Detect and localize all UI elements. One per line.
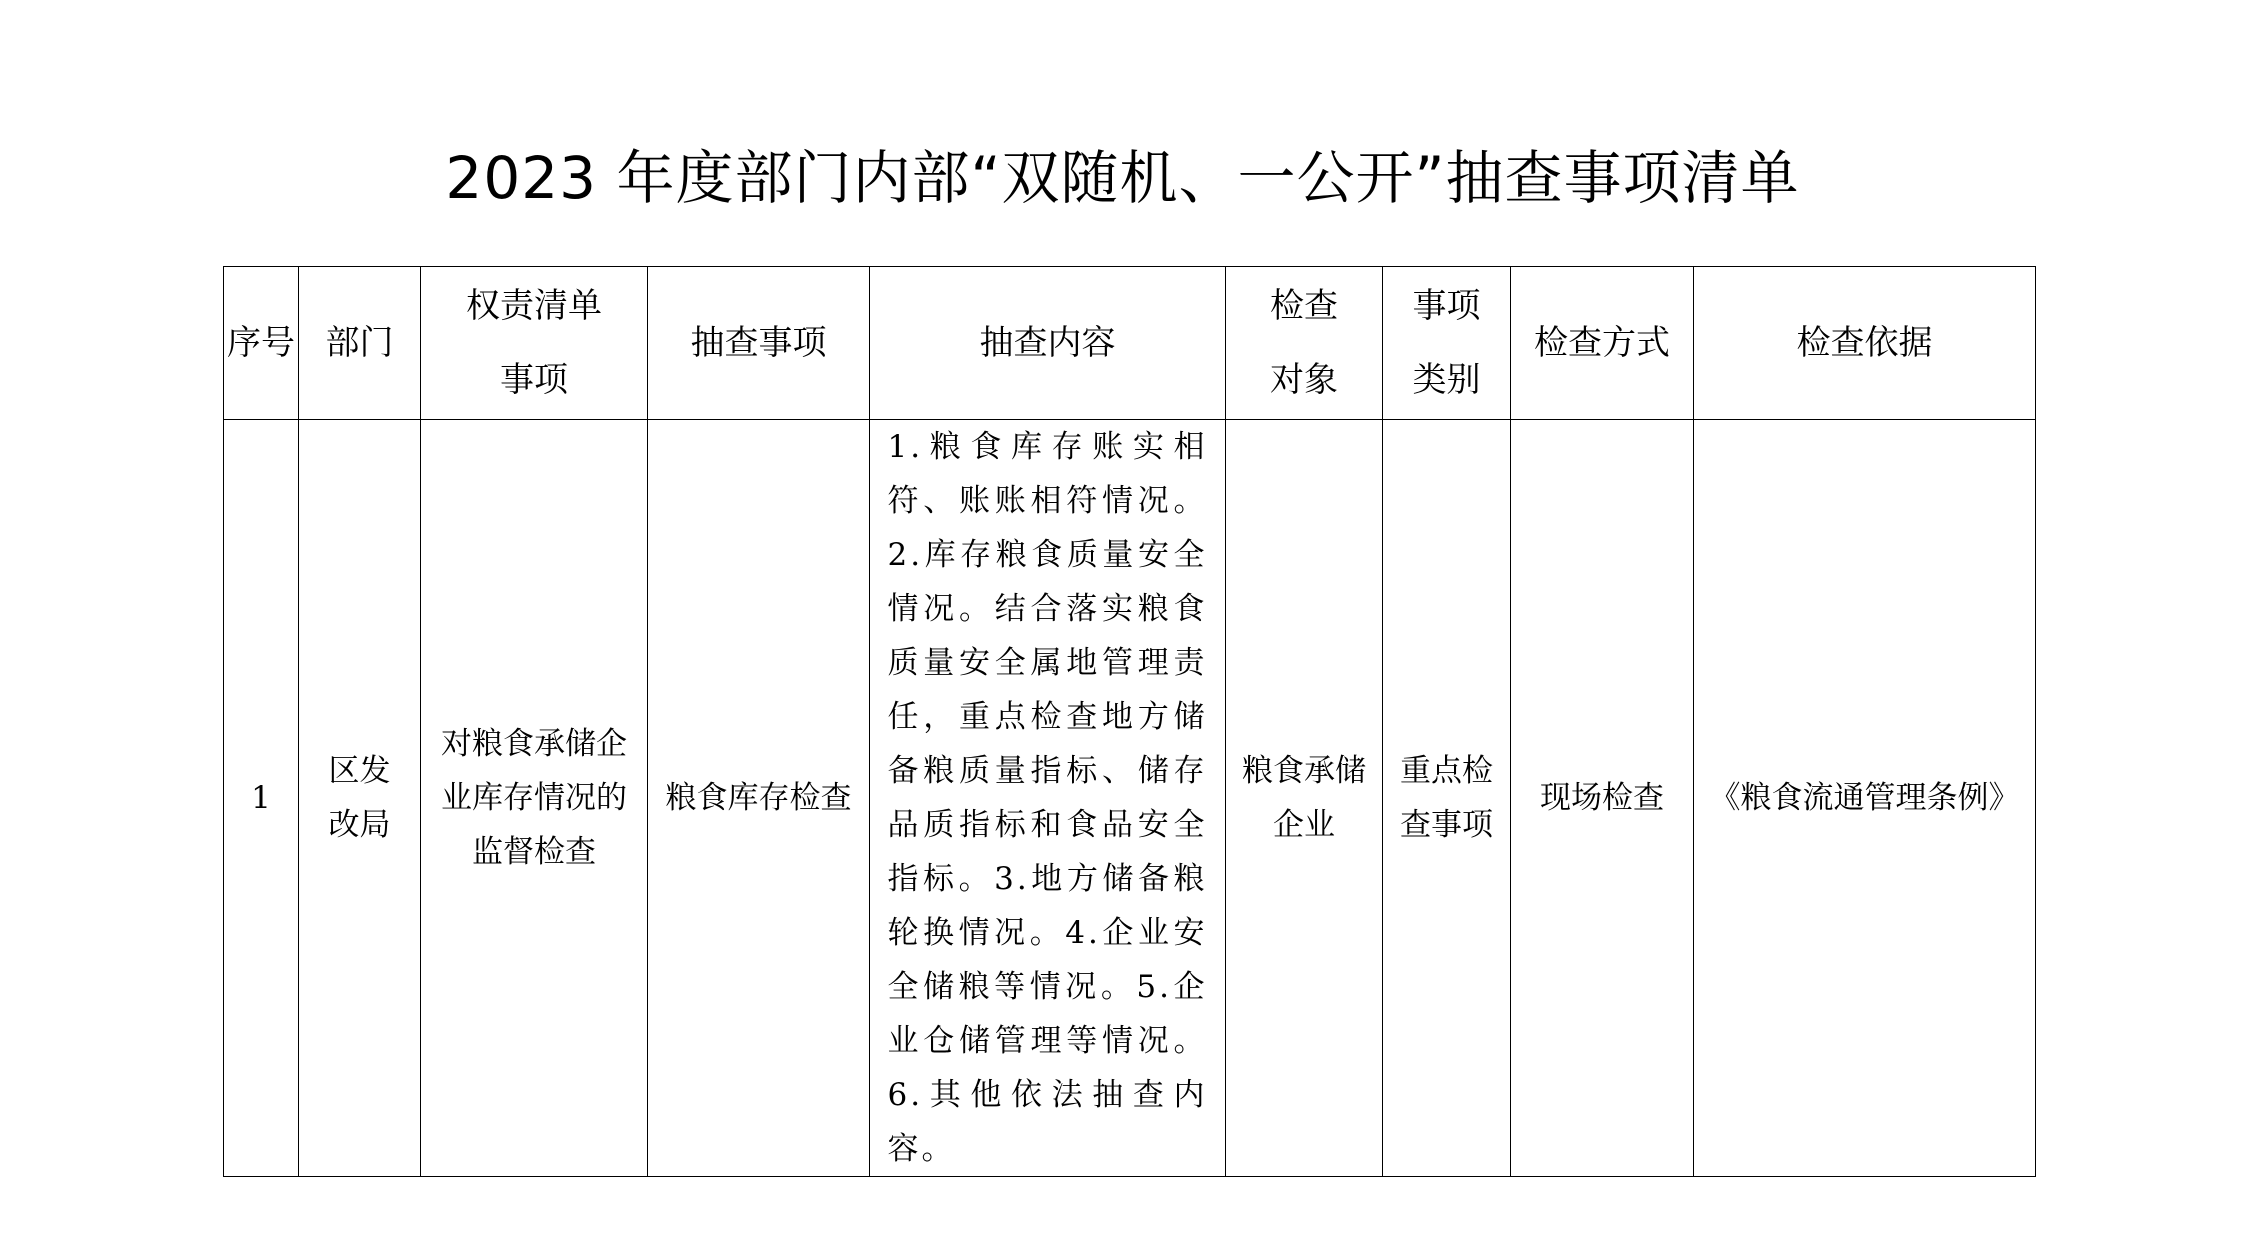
inspection-checklist-table xyxy=(223,266,2036,1177)
cell-item-category: 重点检查事项 xyxy=(1383,420,1511,1177)
table-header-row xyxy=(224,267,2036,420)
table-row xyxy=(224,420,2036,1177)
header-item-category: 事项类别 xyxy=(1383,267,1511,420)
header-inspection-item: 抽查事项 xyxy=(648,267,870,420)
header-inspection-content: 抽查内容 xyxy=(870,267,1226,420)
cell-inspection-basis: 《粮食流通管理条例》 xyxy=(1694,420,2036,1177)
header-inspection-basis: 检查依据 xyxy=(1694,267,2036,420)
header-responsibility-item: 权责清单事项 xyxy=(421,267,648,420)
header-inspection-method: 检查方式 xyxy=(1511,267,1694,420)
cell-inspection-object: 粮食承储企业 xyxy=(1226,420,1383,1177)
cell-responsibility-item: 对粮食承储企业库存情况的监督检查 xyxy=(421,420,648,1177)
header-department: 部门 xyxy=(299,267,421,420)
cell-inspection-item: 粮食库存检查 xyxy=(648,420,870,1177)
cell-inspection-method: 现场检查 xyxy=(1511,420,1694,1177)
header-inspection-object: 检查对象 xyxy=(1226,267,1383,420)
header-index: 序号 xyxy=(224,267,299,420)
cell-inspection-content: 1.粮食库存账实相符、账账相符情况。2.库存粮食质量安全情况。结合落实粮食质量安全属地管理责任，重点检查地方储备粮质量指标、储存品质指标和食品安全指标。3.地方储备粮轮换情况。4.企业安全储粮等情况。5.企业仓储管理等情况。 6.其他依法抽查内容。 xyxy=(870,420,1226,1177)
cell-index: 1 xyxy=(224,420,299,1177)
cell-department: 区发改局 xyxy=(299,420,421,1177)
page-title: 2023 年度部门内部“双随机、一公开”抽查事项清单 xyxy=(445,144,1800,212)
